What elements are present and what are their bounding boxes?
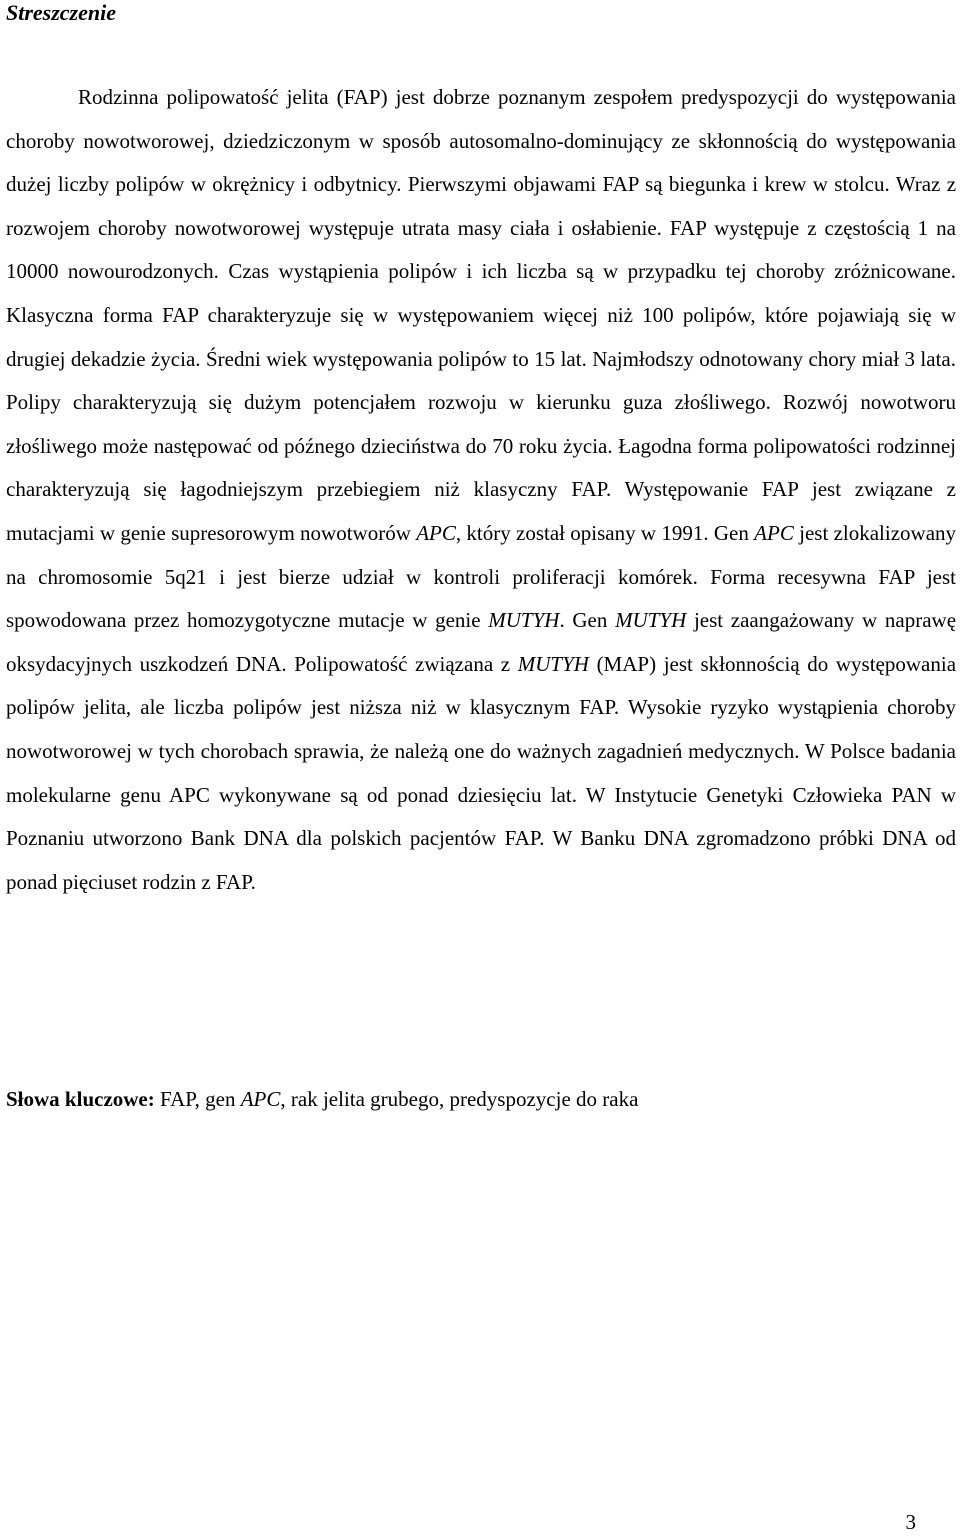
abstract-sentence: Najmłodszy odnotowany chory miał 3 lata. [592,346,956,371]
abstract-sentence: jest zaangażowany w naprawę oksydacyjnych uszkodzeń DNA. [6,608,957,676]
keywords-text: , rak jelita grubego, predyspozycje do raka [280,1087,639,1111]
abstract-sentence: Forma recesywna FAP jest spowodowana przez homozygotyczne mutacje w genie [6,564,956,633]
abstract-sentence: Łagodna forma polipowatości rodzinnej charakteryzują się łagodniejszym przebiegiem niż klasyczny FAP. [6,433,956,502]
abstract-sentence: Polipy charakteryzują się dużym potencjałem rozwoju w kierunku guza złośliwego. [6,390,771,415]
abstract-sentence: (MAP) jest skłonnością do występowania polipów jelita, ale liczba polipów jest niższa niż w klasycznym FAP. [6,651,957,720]
abstract-sentence: W Polsce badania molekularne genu APC wykonywane są od ponad dziesięciu lat. [6,738,956,807]
abstract-sentence: Średni wiek występowania polipów to 15 lat. [205,346,587,371]
gene-name: APC [240,1087,281,1111]
abstract-sentence: Występowanie FAP jest związane z mutacjami w genie supresorowym nowotworów [6,477,956,545]
abstract-sentence: jest zlokalizowany na chromosomie 5q21 i jest bierze udział w kontroli proliferacji komórek. [6,520,957,589]
gene-name: APC [754,520,794,545]
abstract-sentence: Wraz z rozwojem choroby nowotworowej występuje utrata masy ciała i osłabienie. [6,172,957,240]
abstract-sentence: Czas wystąpienia polipów i ich liczba są w przypadku tej choroby zróżnicowane. [228,259,957,284]
abstract-sentence: Gen [713,520,749,545]
abstract-sentence: Rozwój nowotworu złośliwego może następować od późnego dzieciństwa do 70 roku życia. [6,390,956,458]
keywords-line [6,1078,956,1121]
keywords-label: Słowa kluczowe: [6,1087,155,1111]
section-heading: Streszczenie [6,0,116,25]
keywords-text: FAP, gen [160,1087,236,1111]
abstract-sentence: Polipowatość związana z [294,651,511,676]
gene-name: MUTYH [517,651,589,676]
abstract-sentence: W Instytucie Genetyki Człowieka PAN w Poznaniu utworzono Bank DNA dla polskich pacjentów FAP. [6,782,956,851]
abstract-sentence: , który został opisany w 1991. [455,520,709,545]
abstract-sentence: Pierwszymi objawami FAP są biegunka i krew w stolcu. [407,172,890,197]
abstract-sentence: Rodzinna polipowatość jelita (FAP) jest dobrze poznanym zespołem predyspozycji do występowania choroby nowotworowej, dziedziczonym w sposób autosomalno-dominujący ze skłonnością do występowania dużej liczby polipów w okrężnicy i odbytnicy. [6,85,956,197]
abstract-sentence: Wysokie ryzyko wystąpienia choroby nowotworowej w tych chorobach sprawia, że należą one do ważnych zagadnień medycznych. [6,695,957,763]
gene-name: APC [416,520,456,545]
abstract-sentence: W Banku DNA zgromadzono próbki DNA od ponad pięciuset rodzin z FAP. [6,826,957,894]
page-number: 3 [905,1510,916,1534]
gene-name: MUTYH [488,608,560,633]
abstract-sentence: . [559,608,565,633]
abstract-sentence: Klasyczna forma FAP charakteryzuje się w występowaniem więcej niż 100 polipów, które pojawiają się w drugiej dekadzie życia. [6,302,956,371]
abstract-sentence: FAP występuje z częstością 1 na 10000 nowourodzonych. [6,215,956,284]
gene-name: MUTYH [615,608,687,633]
abstract-sentence: Gen [572,608,608,633]
abstract-paragraph [6,76,956,904]
